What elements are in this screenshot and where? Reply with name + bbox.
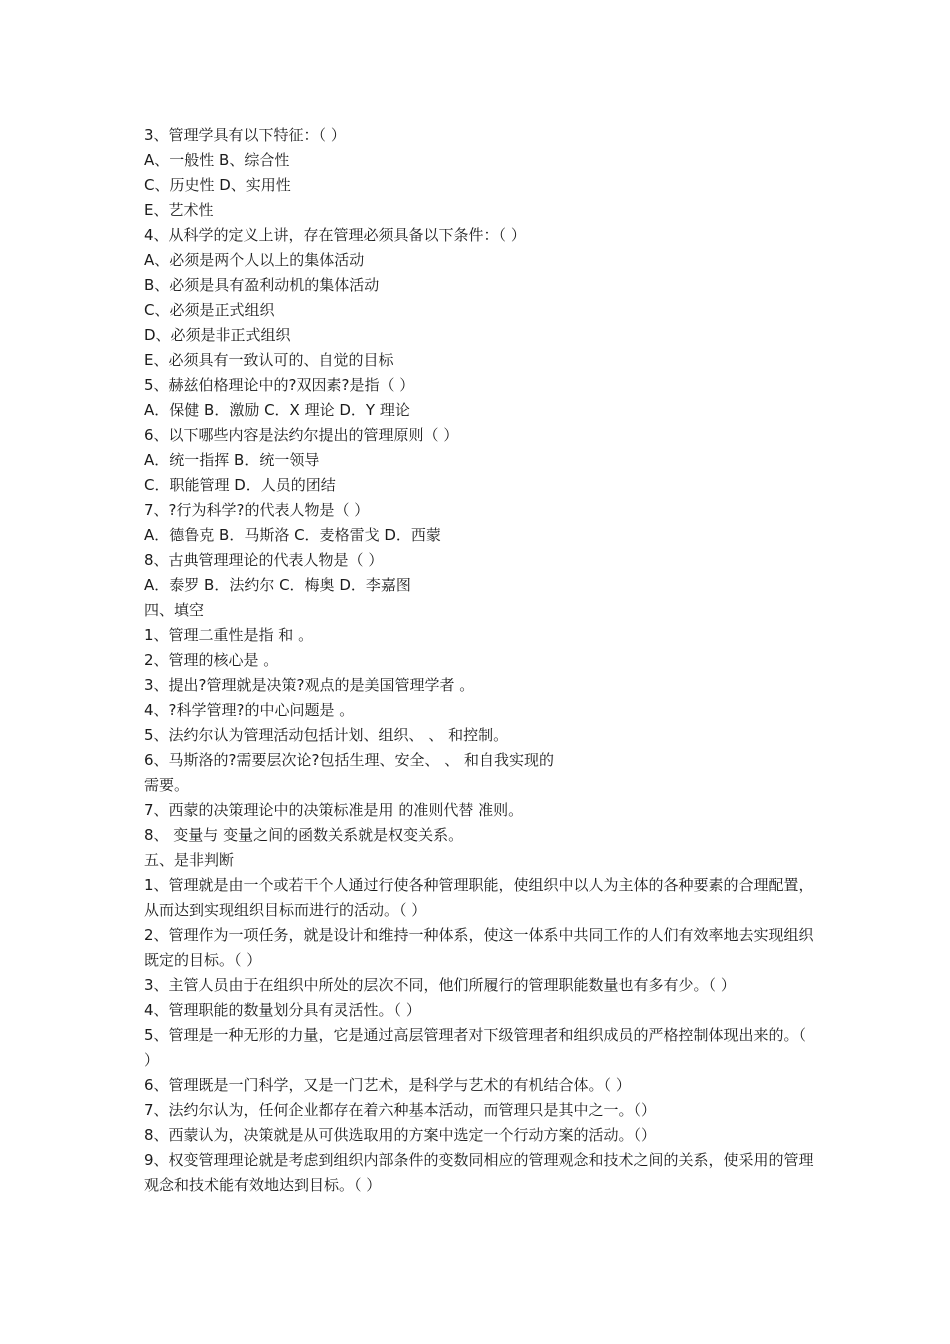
text-line: E、艺术性 <box>144 201 214 219</box>
text-line: C、必须是正式组织 <box>144 301 275 319</box>
text-line: 6、以下哪些内容是法约尔提出的管理原则（ ） <box>144 426 459 444</box>
text-line: D、必须是非正式组织 <box>144 326 291 344</box>
text-line: 7、?行为科学?的代表人物是（ ） <box>144 501 370 519</box>
section-heading: 五、是非判断 <box>144 851 235 869</box>
text-line: A．保健 B．激励 C．X 理论 D．Y 理论 <box>144 401 410 419</box>
text-line: 3、管理学具有以下特征：（ ） <box>144 126 346 144</box>
section-heading: 四、填空 <box>144 601 205 619</box>
text-line: 5、法约尔认为管理活动包括计划、组织、 、 和控制。 <box>144 726 509 744</box>
text-line: C、历史性 D、实用性 <box>144 176 291 194</box>
text-line: 4、从科学的定义上讲，存在管理必须具备以下条件：（ ） <box>144 226 526 244</box>
text-line: A．德鲁克 B．马斯洛 C．麦格雷戈 D．西蒙 <box>144 526 441 544</box>
document-body <box>144 123 814 1198</box>
text-line: 1、管理二重性是指 和 。 <box>144 626 314 644</box>
paragraph: 9、权变管理理论就是考虑到组织内部条件的变数同相应的管理观念和技术之间的关系，使采用的管理观念和技术能有效地达到目标。（ ） <box>144 1151 814 1194</box>
text-line: A、一般性 B、综合性 <box>144 151 290 169</box>
text-line: A．泰罗 B．法约尔 C．梅奥 D．李嘉图 <box>144 576 411 594</box>
text-line: 2、管理的核心是 。 <box>144 651 279 669</box>
text-line: 8、 变量与 变量之间的函数关系就是权变关系。 <box>144 826 464 844</box>
paragraph: 7、法约尔认为，任何企业都存在着六种基本活动，而管理只是其中之一。（） <box>144 1101 657 1119</box>
paragraph: 8、西蒙认为，决策就是从可供选取用的方案中选定一个行动方案的活动。（） <box>144 1126 657 1144</box>
text-line: A．统一指挥 B．统一领导 <box>144 451 320 469</box>
text-line: E、必须具有一致认可的、自觉的目标 <box>144 351 394 369</box>
paragraph: 6、管理既是一门科学，又是一门艺术，是科学与艺术的有机结合体。（ ） <box>144 1076 631 1094</box>
text-line: 7、西蒙的决策理论中的决策标准是用 的准则代替 准则。 <box>144 801 524 819</box>
text-line: 8、古典管理理论的代表人物是（ ） <box>144 551 384 569</box>
text-line: 6、马斯洛的?需要层次论?包括生理、安全、 、 和自我实现的 <box>144 751 555 769</box>
text-line: B、必须是具有盈利动机的集体活动 <box>144 276 380 294</box>
paragraph: 2、管理作为一项任务，就是设计和维持一种体系，使这一体系中共同工作的人们有效率地去实现组织既定的目标。（ ） <box>144 926 814 969</box>
text-line: 3、提出?管理就是决策?观点的是美国管理学者 。 <box>144 676 475 694</box>
paragraph: 3、主管人员由于在组织中所处的层次不同，他们所履行的管理职能数量也有多有少。（ ） <box>144 976 736 994</box>
text-line: 5、赫兹伯格理论中的?双因素?是指（ ） <box>144 376 415 394</box>
text-line: 4、?科学管理?的中心问题是 。 <box>144 701 355 719</box>
paragraph: 4、管理职能的数量划分具有灵活性。（ ） <box>144 1001 421 1019</box>
paragraph: 5、管理是一种无形的力量，它是通过高层管理者对下级管理者和组织成员的严格控制体现出来的。（ ） <box>144 1026 807 1069</box>
text-line: A、必须是两个人以上的集体活动 <box>144 251 365 269</box>
text-line: C．职能管理 D．人员的团结 <box>144 476 336 494</box>
text-line: 需要。 <box>144 776 190 794</box>
paragraph: 1、管理就是由一个或若干个人通过行使各种管理职能，使组织中以人为主体的各种要素的合理配置，从而达到实现组织目标而进行的活动。（ ） <box>144 876 814 919</box>
